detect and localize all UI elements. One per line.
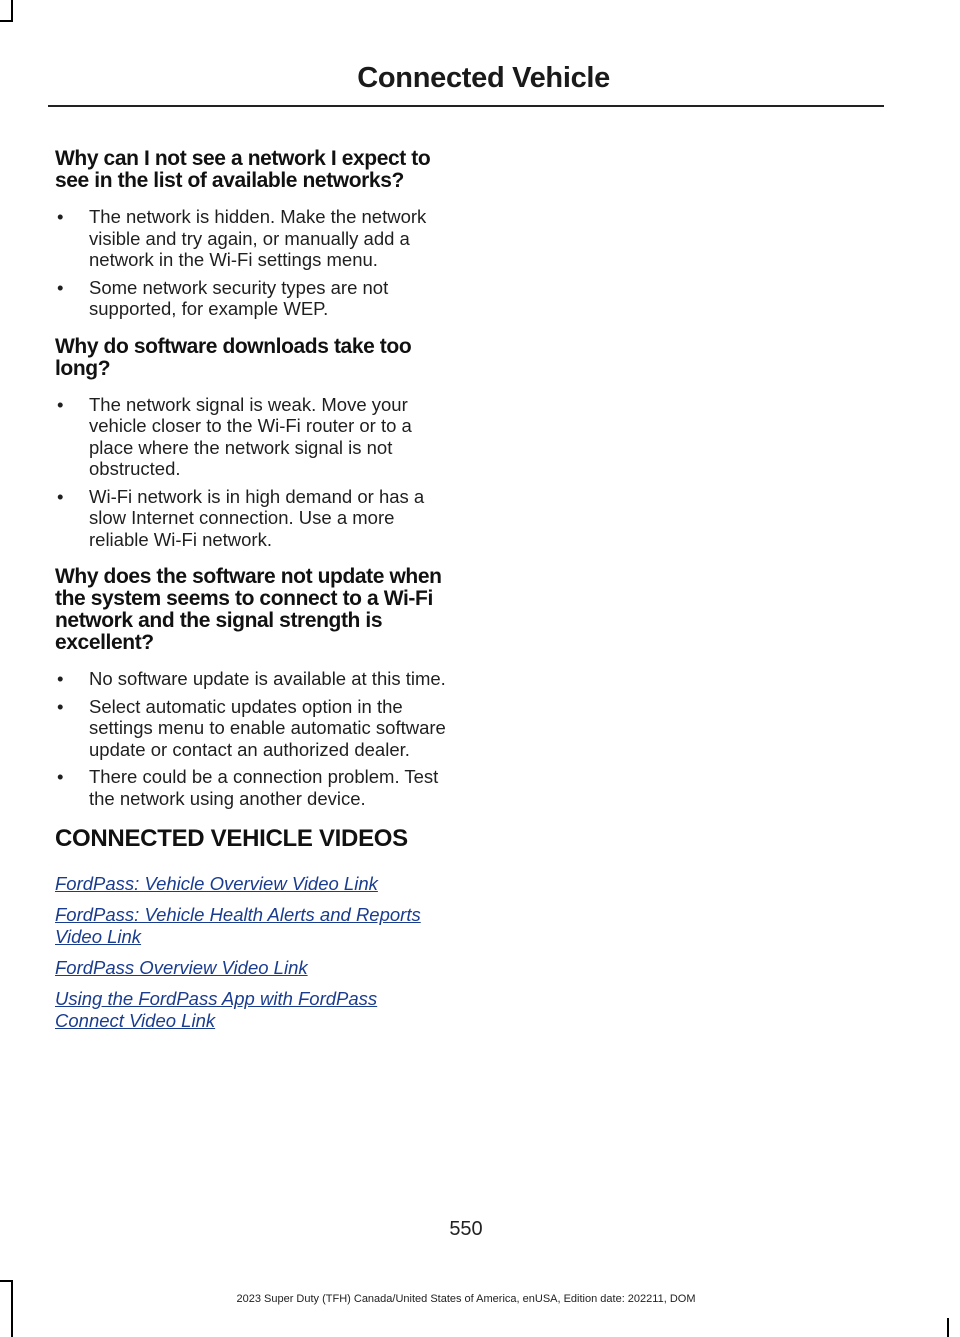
bullet-icon: • xyxy=(57,668,64,689)
list-item xyxy=(55,696,448,761)
faq-answer-list xyxy=(55,206,448,320)
bullet-icon: • xyxy=(57,485,64,507)
list-item xyxy=(55,206,448,271)
bullet-icon: • xyxy=(57,766,64,787)
crop-mark xyxy=(11,1280,13,1337)
list-item xyxy=(55,277,448,320)
list-item-text: Wi-Fi network is in high demand or has a slow Internet connection. Use a more reliable Wi-Fi network. xyxy=(89,485,425,550)
faq-block-hidden-network xyxy=(55,148,448,320)
list-item xyxy=(55,486,448,551)
footer-edition-note: 2023 Super Duty (TFH) Canada/United States of America, enUSA, Edition date: 202211, DOM xyxy=(236,1293,696,1305)
faq-question: Why does the software not update when the system seems to connect to a Wi-Fi network and the signal strength is excellent? xyxy=(55,565,442,654)
video-link-vehicle-overview[interactable]: FordPass: Vehicle Overview Video Link xyxy=(55,873,378,894)
faq-question: Why do software downloads take too long? xyxy=(55,334,412,380)
crop-mark xyxy=(0,20,12,22)
video-link-fordpass-overview[interactable]: FordPass Overview Video Link xyxy=(55,957,308,978)
bullet-icon: • xyxy=(57,276,64,298)
list-item-text: The network is hidden. Make the network visible and try again, or manually add a network in the Wi-Fi settings menu. xyxy=(89,206,427,270)
list-item xyxy=(55,668,448,690)
list-item-text: Some network security types are not supported, for example WEP. xyxy=(89,276,389,319)
header-divider xyxy=(48,105,884,107)
faq-question: Why can I not see a network I expect to see in the list of available networks? xyxy=(55,147,431,192)
list-item-text: The network signal is weak. Move your vehicle closer to the Wi-Fi router or to a place where the network signal is not obstructed. xyxy=(89,393,412,479)
crop-mark xyxy=(11,0,13,22)
video-link-health-alerts[interactable]: FordPass: Vehicle Health Alerts and Reports Video Link xyxy=(55,904,421,947)
page-title: Connected Vehicle xyxy=(357,62,610,94)
bullet-icon: • xyxy=(57,393,64,415)
crop-mark xyxy=(0,1280,12,1282)
faq-answer-list xyxy=(55,668,448,809)
faq-answer-list xyxy=(55,394,448,551)
bullet-icon: • xyxy=(57,206,64,227)
section-heading: CONNECTED VEHICLE VIDEOS xyxy=(55,825,408,852)
faq-block-slow-downloads xyxy=(55,336,448,551)
bullet-icon: • xyxy=(57,695,64,717)
crop-mark xyxy=(947,1318,949,1337)
list-item-text: There could be a connection problem. Test the network using another device. xyxy=(89,766,439,809)
list-item-text: Select automatic updates option in the settings menu to enable automatic software update or contact an authorized dealer. xyxy=(89,695,446,760)
video-link-fordpass-connect[interactable]: Using the FordPass App with FordPass Connect Video Link xyxy=(55,988,378,1031)
list-item xyxy=(55,394,448,480)
faq-block-no-update xyxy=(55,566,448,809)
page-number: 550 xyxy=(449,1218,483,1240)
list-item-text: No software update is available at this time. xyxy=(89,668,446,689)
content-column xyxy=(55,148,448,1041)
list-item xyxy=(55,766,448,809)
